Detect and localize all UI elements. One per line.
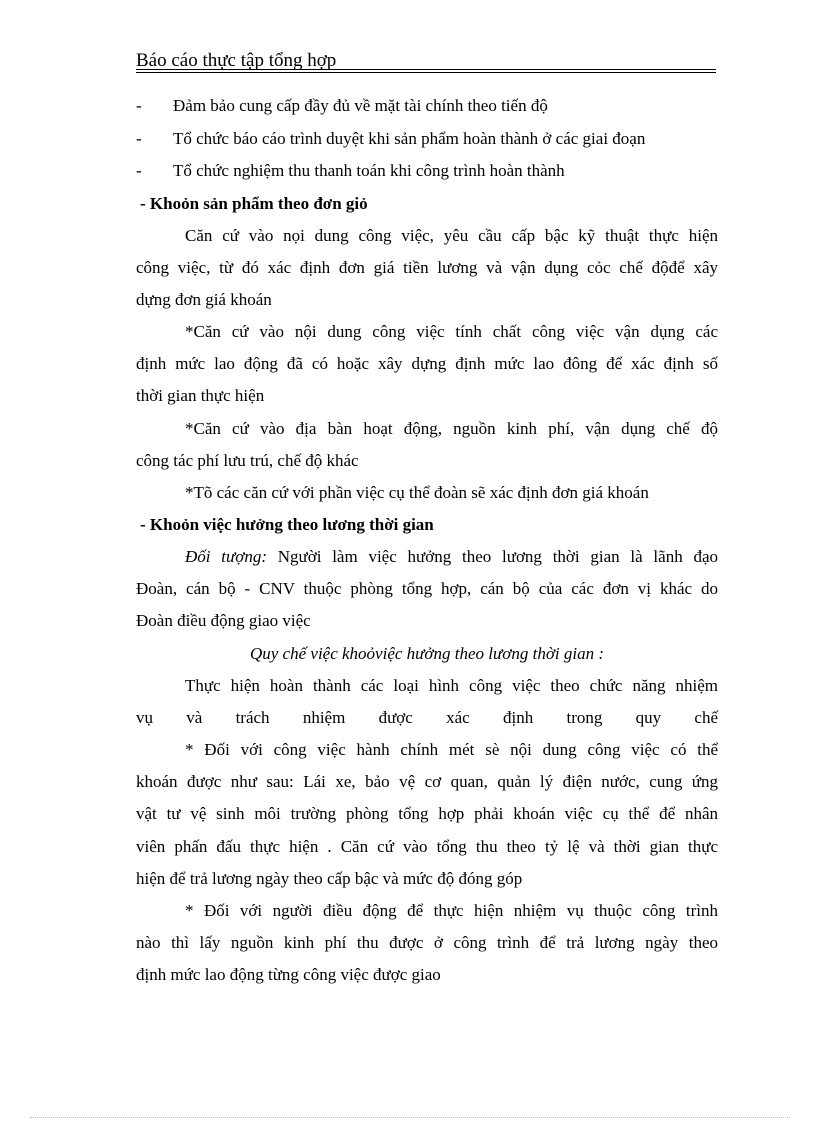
paragraph-line: Đoàn điều động giao việc <box>136 611 311 630</box>
paragraph-line: vật tư vệ sinh môi trường phòng tổng hợp phải khoán việc cụ thể để nhân <box>136 804 718 823</box>
paragraph-line: *Căn cứ vào nội dung công việc tính chất công việc vận dụng các <box>185 322 718 341</box>
paragraph-line: nào thì lấy nguồn kinh phí thu được ở công trình để trả lương ngày theo <box>136 933 718 952</box>
paragraph-line: Thực hiện hoàn thành các loại hình công việc theo chức năng nhiệm <box>185 676 718 695</box>
paragraph-line: *Tõ các căn cứ với phần việc cụ thể đoàn sẽ xác định đơn giá khoán <box>185 483 649 502</box>
header-rule-double <box>136 72 716 73</box>
paragraph-line <box>185 546 718 568</box>
section-heading: - Khoỏn sản phẩm theo đơn giỏ <box>140 194 368 213</box>
header-title: Báo cáo thực tập tổng hợp <box>136 50 337 71</box>
bullet-marker: - <box>136 96 142 115</box>
paragraph-line: định mức lao động đã có hoặc xây dựng định mức lao đông để xác định số <box>136 354 718 373</box>
paragraph-line: * Đối với người điều động để thực hiện nhiệm vụ thuộc công trình <box>185 901 718 920</box>
paragraph-line: công tác phí lưu trú, chế độ khác <box>136 451 359 470</box>
paragraph-line: công việc, từ đó xác định đơn giá tiền lương và vận dụng cỏc chế độđể xây <box>136 258 718 277</box>
regulation-title: Quy chế việc khoỏviệc hưởng theo lương thời gian : <box>249 644 604 663</box>
paragraph-line: thời gian thực hiện <box>136 386 265 405</box>
bullet-item: Tổ chức nghiệm thu thanh toán khi công trình hoàn thành <box>173 161 565 180</box>
paragraph-line: viên phấn đấu thực hiện . Căn cứ vào tổng thu theo tỷ lệ và thời gian thực <box>136 837 718 856</box>
paragraph-line: dựng đơn giá khoán <box>136 290 272 309</box>
paragraph-line: * Đối với công việc hành chính mét sè nội dung công việc có thể <box>185 740 718 759</box>
bullet-marker: - <box>136 129 142 148</box>
subject-text: Người làm việc hưởng theo lương thời gian là lãnh đạo <box>277 547 718 566</box>
paragraph-line: Căn cứ vào nọi dung công việc, yêu cầu cấp bậc kỹ thuật thực hiện <box>185 226 718 245</box>
section-heading: - Khoỏn việc hưởng theo lương thời gian <box>140 515 434 534</box>
page-header <box>136 50 716 72</box>
paragraph-line: hiện để trả lương ngày theo cấp bậc và mức độ đóng góp <box>136 869 523 888</box>
paragraph-line: khoán được như sau: Lái xe, bảo vệ cơ quan, quản lý điện nước, cung ứng <box>136 772 718 791</box>
paragraph-line: định mức lao động từng công việc được giao <box>136 965 441 984</box>
subject-label: Đối tượng: <box>185 547 267 566</box>
paragraph-line: Đoàn, cán bộ - CNV thuộc phòng tổng hợp, cán bộ của các đơn vị khác do <box>136 579 718 598</box>
bullet-item: Tổ chức báo cáo trình duyệt khi sản phẩm hoàn thành ở các giai đoạn <box>173 129 646 148</box>
paragraph-line: vụ và trách nhiệm được xác định trong quy chế <box>136 708 718 727</box>
paragraph-line: *Căn cứ vào địa bàn hoạt động, nguồn kinh phí, vận dụng chế độ <box>185 419 718 438</box>
header-rule <box>136 69 716 70</box>
bullet-item: Đảm bảo cung cấp đầy đủ về mặt tài chính theo tiến độ <box>173 96 548 115</box>
page-bottom-border <box>30 1117 790 1118</box>
bullet-marker: - <box>136 161 142 180</box>
